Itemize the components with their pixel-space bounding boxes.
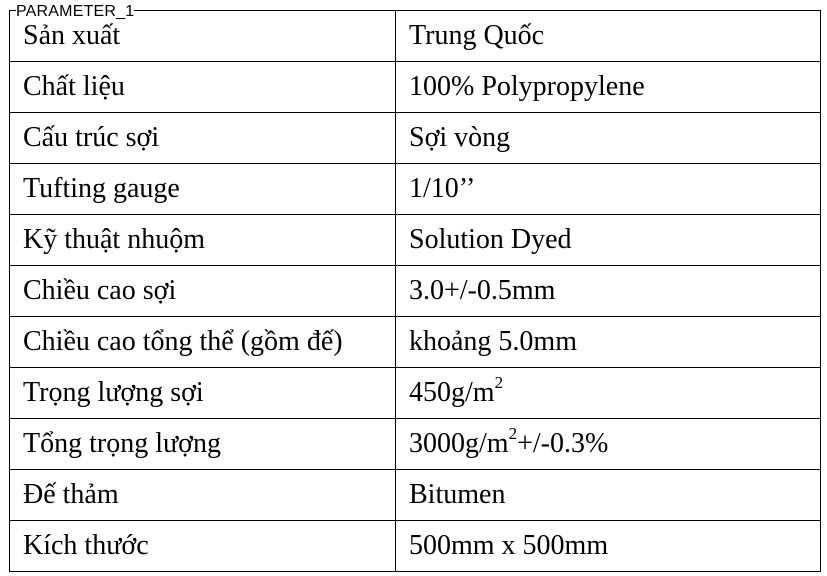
spec-value: 500mm x 500mm xyxy=(396,521,821,572)
spec-value: Trung Quốc xyxy=(396,11,821,62)
value-suffix: +/-0.3% xyxy=(517,428,609,459)
spec-value: 1/10’’ xyxy=(396,164,821,215)
table-row xyxy=(10,266,821,317)
table-row xyxy=(10,419,821,470)
spec-label: Chiều cao sợi xyxy=(10,266,396,317)
spec-label: Kích thước xyxy=(10,521,396,572)
value-main: 3000g/m xyxy=(409,428,509,459)
spec-value: 3.0+/-0.5mm xyxy=(396,266,821,317)
spec-value xyxy=(396,419,821,470)
specification-table xyxy=(9,10,821,572)
document-tag: PARAMETER_1 xyxy=(16,3,135,20)
spec-label: Cấu trúc sợi xyxy=(10,113,396,164)
spec-value: Bitumen xyxy=(396,470,821,521)
table-row xyxy=(10,164,821,215)
spec-value: 100% Polypropylene xyxy=(396,62,821,113)
table-row xyxy=(10,113,821,164)
spec-label: Chiều cao tổng thể (gồm đế) xyxy=(10,317,396,368)
table-row xyxy=(10,215,821,266)
spec-value: Solution Dyed xyxy=(396,215,821,266)
spec-label: Đế thảm xyxy=(10,470,396,521)
spec-label: Kỹ thuật nhuộm xyxy=(10,215,396,266)
spec-label: Sản xuất xyxy=(10,11,396,62)
table-row xyxy=(10,62,821,113)
table-row xyxy=(10,317,821,368)
table-row xyxy=(10,521,821,572)
value-superscript: 2 xyxy=(508,423,518,443)
spec-value: Sợi vòng xyxy=(396,113,821,164)
spec-label: Trọng lượng sợi xyxy=(10,368,396,419)
spec-value xyxy=(396,368,821,419)
spec-value: khoảng 5.0mm xyxy=(396,317,821,368)
value-main: 450g/m xyxy=(409,377,495,408)
spec-label: Chất liệu xyxy=(10,62,396,113)
table-row xyxy=(10,470,821,521)
table-row xyxy=(10,368,821,419)
spec-label: Tufting gauge xyxy=(10,164,396,215)
value-superscript: 2 xyxy=(494,372,504,392)
spec-label: Tổng trọng lượng xyxy=(10,419,396,470)
